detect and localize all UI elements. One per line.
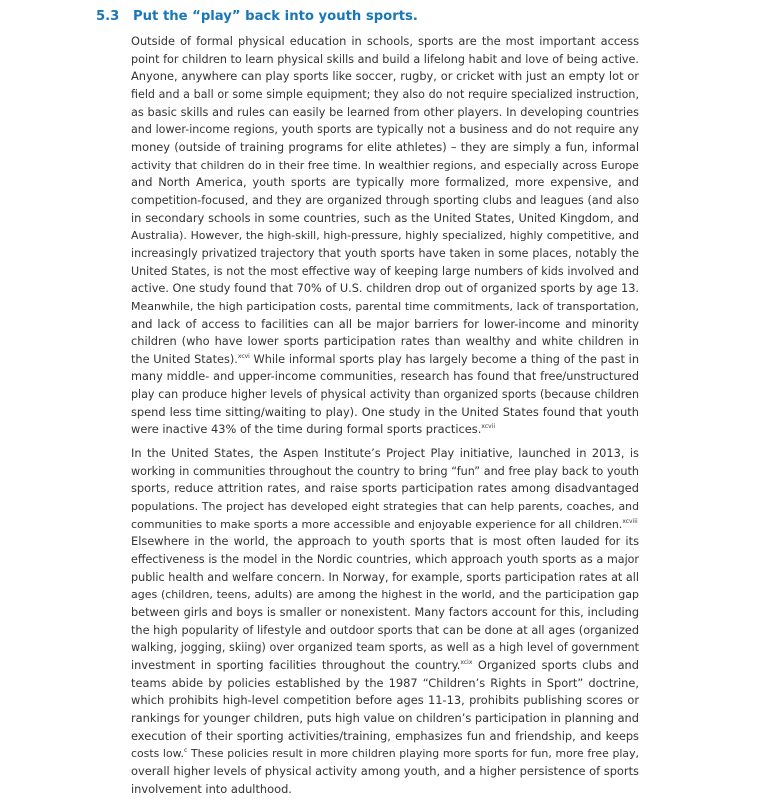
text-line: involvement into adulthood.	[131, 781, 292, 796]
text-line	[131, 351, 639, 369]
text-line: Elsewhere in the world, the approach to youth sports that is most often lauded for its	[131, 534, 639, 549]
text-line: Anyone, anywhere can play sports like soccer, rugby, or cricket with just an empty lot or	[131, 69, 639, 84]
text-line: spend less time sitting/waiting to play). One study in the United States found that youth	[131, 404, 639, 419]
article-body	[131, 33, 639, 798]
text-line: as basic skills and rules can easily be learned from other players. In developing countries	[131, 105, 639, 119]
text-line: active. One study found that 70% of U.S. children drop out of organized sports by age 13.	[131, 282, 639, 296]
text-line: the high popularity of lifestyle and outdoor sports that can be done at all ages (organized	[131, 623, 639, 637]
text-line	[131, 421, 639, 439]
text-line: populations. The project has developed eight strategies that can help parents, coaches, and	[131, 500, 639, 514]
text-line: in secondary schools in some countries, such as the United States, United Kingdom, and	[131, 210, 639, 225]
text-line	[131, 516, 639, 534]
text-line: overall higher levels of physical activity among youth, and a higher persistence of sports	[131, 763, 639, 778]
text-segment: the United States).	[131, 352, 238, 366]
text-line: many middle- and upper-income communities, research has found that free/unstructured	[131, 370, 639, 384]
text-line: play can produce higher levels of physical activity than organized sports (because children	[131, 388, 639, 402]
text-line: sports, reduce attrition rates, and raise sports participation rates among disadvantaged	[131, 481, 639, 496]
text-line: working in communities throughout the country to bring “fun” and free play back to youth	[131, 464, 639, 478]
text-segment: communities to make sports a more accessible and enjoyable experience for all children.	[131, 517, 623, 531]
text-segment: were inactive 43% of the time during formal sports practices.	[131, 422, 482, 437]
text-line: point for children to learn physical skills and build a lifelong habit and love of being active.	[131, 52, 639, 66]
text-line: competition-focused, and they are organized through sporting clubs and leagues (and also	[131, 193, 639, 207]
text-line: and North America, youth sports are typically more formalized, more expensive, and	[131, 175, 639, 190]
paragraph	[131, 33, 639, 439]
text-line	[131, 657, 639, 675]
text-line: United States, is not the most effective way of keeping large numbers of kids involved and	[131, 264, 639, 278]
section-heading	[96, 9, 418, 24]
endnote-marker: xcvi	[237, 352, 250, 360]
paragraph	[131, 445, 639, 533]
text-line: money (outside of training programs for elite athletes) – they are simply a fun, informal	[131, 139, 639, 154]
text-line: rankings for younger children, puts high value on children’s participation in planning and	[131, 710, 639, 725]
text-segment: costs low.	[131, 747, 184, 761]
section-title: Put the “play” back into youth sports.	[133, 9, 418, 24]
text-line: walking, jogging, skiing) over organized team sports, as well as a high level of government	[131, 641, 639, 655]
text-line: effectiveness is the model in the Nordic countries, which approach youth sports as a major	[131, 553, 639, 567]
text-segment: Organized sports clubs and	[472, 657, 639, 672]
text-line: increasingly privatized trajectory that youth sports have taken in some places, notably the	[131, 246, 639, 260]
text-line: public health and welfare concern. In Norway, for example, sports participation rates at all	[131, 570, 639, 584]
endnote-marker: xcvii	[481, 423, 496, 431]
text-line: Meanwhile, the high participation costs, parental time commitments, lack of transportation,	[131, 299, 639, 313]
text-line: Outside of formal physical education in schools, sports are the most important access	[131, 34, 639, 48]
text-line: between girls and boys is smaller or nonexistent. Many factors account for this, including	[131, 606, 639, 619]
text-line: teams abide by policies established by the 1987 “Children’s Rights in Sport” doctrine,	[131, 675, 639, 690]
text-line: Australia). However, the high-skill, high-pressure, highly specialized, highly competitive, and	[131, 229, 639, 243]
paragraph	[131, 533, 639, 798]
text-line: ages (children, teens, adults) are among the highest in the world, and the participation gap	[131, 588, 639, 602]
text-line: activity that children do in their free time. In wealthier regions, and especially across Europe	[131, 158, 639, 172]
text-line: In the United States, the Aspen Institute’s Project Play initiative, launched in 2013, is	[131, 446, 639, 461]
text-segment: investment in sporting facilities throughout the country.	[131, 657, 461, 672]
section-number: 5.3	[96, 9, 120, 24]
text-line: and lower-income regions, youth sports are typically not a business and do not require any	[131, 123, 639, 137]
endnote-marker: xcix	[460, 658, 473, 666]
text-line	[131, 745, 639, 763]
text-line: and lack of access to facilities can all be major barriers for lower-income and minority	[131, 316, 639, 331]
text-line: execution of their sporting activities/training, emphasizes fun and friendship, and keeps	[131, 728, 639, 743]
endnote-marker: xcviii	[622, 517, 638, 525]
text-line: field and a ball or some simple equipment; they also do not require specialized instruction,	[131, 87, 639, 101]
text-segment: These policies result in more children playing more sports for fun, more free play,	[187, 747, 639, 761]
text-line: children (who have lower sports participation rates than wealthy and white children in	[131, 334, 639, 349]
text-segment: While informal sports play has largely become a thing of the past in	[249, 352, 639, 366]
endnote-marker: c	[184, 747, 188, 755]
text-line: which prohibits high-level competition before ages 11-13, prohibits publishing scores or	[131, 693, 639, 708]
